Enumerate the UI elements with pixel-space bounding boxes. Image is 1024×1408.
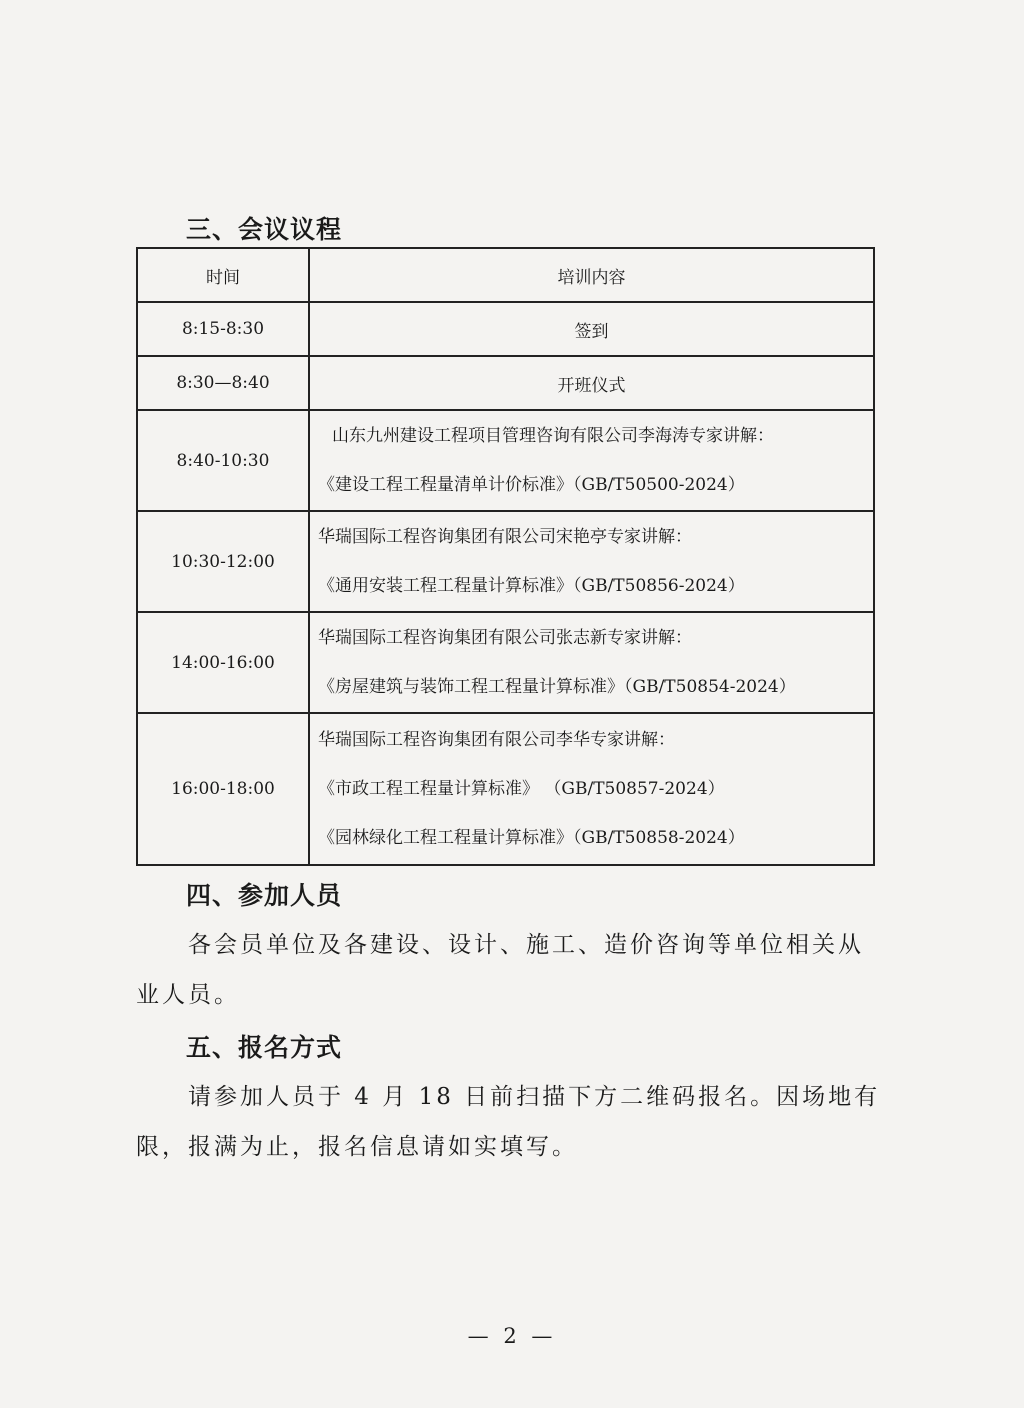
table-row (137, 511, 874, 612)
attendees-paragraph: 各会员单位及各建设、设计、施工、造价咨询等单位相关从业人员。 (136, 932, 864, 1008)
agenda-time: 8:40-10:30 (137, 410, 309, 511)
table-row (137, 356, 874, 410)
agenda-content: 签到 (309, 302, 874, 356)
agenda-time: 10:30-12:00 (137, 511, 309, 612)
page-number: — 2 — (467, 1324, 557, 1348)
speaker-line: 山东九州建设工程项目管理咨询有限公司李海涛专家讲解： (332, 425, 774, 446)
agenda-time: 8:30—8:40 (137, 356, 309, 410)
table-row (137, 410, 874, 511)
time-column-header: 时间 (137, 248, 309, 302)
agenda-time: 14:00-16:00 (137, 612, 309, 713)
table-header-row (137, 248, 874, 302)
table-row (137, 713, 874, 865)
agenda-content (309, 511, 874, 612)
table-row (137, 612, 874, 713)
speaker-line: 华瑞国际工程咨询集团有限公司张志新专家讲解： (318, 627, 692, 648)
standard-line: 《市政工程工程量计算标准》 （GB/T50857-2024） (318, 778, 725, 799)
attendees-heading: 四、参加人员 (186, 881, 343, 910)
agenda-table (136, 247, 875, 866)
agenda-content: 开班仪式 (309, 356, 874, 410)
standard-line: 《通用安装工程工程量计算标准》（GB/T50856-2024） (318, 575, 745, 596)
agenda-content (309, 713, 874, 865)
content-column-header: 培训内容 (309, 248, 874, 302)
agenda-time: 8:15-8:30 (137, 302, 309, 356)
agenda-content (309, 410, 874, 511)
speaker-line: 华瑞国际工程咨询集团有限公司李华专家讲解： (318, 729, 675, 750)
standard-line: 《房屋建筑与装饰工程工程量计算标准》（GB/T50854-2024） (318, 676, 796, 697)
registration-paragraph: 请参加人员于 4 月 18 日前扫描下方二维码报名。因场地有限，报满为止，报名信息请如实填写。 (136, 1084, 881, 1160)
standard-line: 《园林绿化工程工程量计算标准》（GB/T50858-2024） (318, 827, 745, 848)
agenda-heading: 三、会议议程 (186, 215, 343, 244)
registration-heading: 五、报名方式 (186, 1033, 343, 1062)
agenda-time: 16:00-18:00 (137, 713, 309, 865)
table-row (137, 302, 874, 356)
agenda-content (309, 612, 874, 713)
speaker-line: 华瑞国际工程咨询集团有限公司宋艳亭专家讲解： (318, 526, 692, 547)
standard-line: 《建设工程工程量清单计价标准》（GB/T50500-2024） (318, 474, 745, 495)
